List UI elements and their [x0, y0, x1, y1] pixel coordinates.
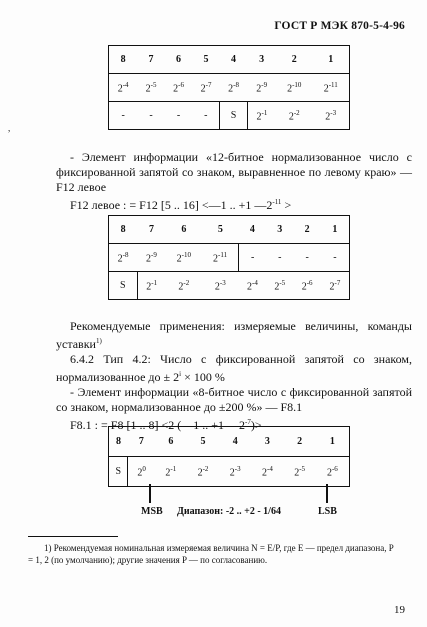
power-base: 2 [323, 83, 329, 95]
power-exponent: -2 [183, 278, 190, 287]
f12-formula [56, 195, 412, 213]
power-base: 2 [214, 281, 220, 293]
power-exponent: -10 [181, 250, 192, 259]
power-cell [137, 244, 166, 272]
power-base: 2 [228, 83, 234, 95]
table3-sign-row [109, 457, 350, 487]
power-base: 2 [256, 111, 262, 123]
power-base: 2 [145, 83, 151, 95]
table2-exponent-row [109, 244, 350, 272]
type-4-2-section [56, 319, 412, 433]
power-exponent: -4 [251, 278, 258, 287]
power-base: 2 [176, 253, 182, 265]
power-cell [219, 457, 251, 487]
power-exponent: -5 [299, 464, 306, 473]
power-base: 2 [301, 281, 307, 293]
power-exponent: -1 [261, 108, 268, 117]
power-base: 2 [165, 467, 171, 479]
f8-formula-text: F8.1 : = F8 [1 .. 8] <2 (—1 .. +1 —2 [70, 418, 245, 432]
power-exponent: -8 [122, 250, 129, 259]
power-cell [251, 457, 283, 487]
power-base: 2 [262, 467, 267, 479]
power-base: 2 [274, 281, 280, 293]
bit-number-5: 5 [187, 427, 219, 457]
footnote: 1) Рекомендуемая номинальная измеряемая величина N = E/P, где E — предел диапазона, P = 1, 2 (по умолчанию); другие значения P — по согласованию. [28, 543, 394, 565]
bit-number-6: 6 [166, 216, 202, 244]
power-cell [109, 244, 138, 272]
power-exponent: -8 [233, 80, 239, 89]
f8-formula-end: )> [250, 418, 262, 432]
power-base: 2 [329, 281, 335, 293]
type-4-2-heading [56, 352, 412, 385]
page-number: 19 [394, 604, 405, 616]
power-base: 2 [246, 281, 252, 293]
bit-number-7: 7 [137, 216, 166, 244]
unused-bit-cell: - [239, 244, 266, 272]
power-cell [166, 244, 202, 272]
unused-bit-cell: - [266, 244, 293, 272]
bit-number-1: 1 [312, 46, 349, 74]
bit-number-1: 1 [316, 427, 350, 457]
power-base: 2 [173, 83, 179, 95]
power-cell [166, 272, 202, 300]
power-cell [276, 74, 312, 102]
sign-bit-cell: S [109, 457, 128, 487]
bit-number-8: 8 [109, 427, 128, 457]
power-cell [192, 74, 220, 102]
power-base: 2 [200, 83, 206, 95]
power-cell [316, 457, 350, 487]
bit-number-row [109, 46, 350, 74]
power-cell [165, 74, 193, 102]
bit-table-f12-left [108, 45, 350, 130]
power-base: 2 [326, 467, 332, 479]
bit-number-4: 4 [239, 216, 266, 244]
bit-number-6: 6 [155, 427, 187, 457]
bit-number-row [109, 216, 350, 244]
power-cell [202, 244, 239, 272]
bit-number-4: 4 [219, 427, 251, 457]
bit-number-3: 3 [251, 427, 283, 457]
bit-number-6: 6 [165, 46, 193, 74]
power-base: 2 [288, 111, 294, 123]
f12-formula-sup: -11 [272, 198, 282, 206]
f12-description [56, 150, 412, 213]
power-cell [109, 74, 138, 102]
sign-bit-cell: S [109, 272, 138, 300]
power-exponent: -3 [234, 464, 241, 473]
power-base: 2 [146, 281, 152, 293]
unused-bit-cell: - [321, 244, 350, 272]
power-base: 2 [117, 83, 123, 95]
f8-formula-sup: -7 [244, 418, 251, 426]
power-cell [293, 272, 320, 300]
power-exponent: -9 [151, 250, 157, 259]
power-exponent: -6 [178, 80, 184, 89]
power-exponent: -4 [267, 464, 273, 473]
power-base: 2 [229, 467, 235, 479]
f12-formula-end: > [281, 198, 292, 212]
lsb-label: LSB [318, 506, 337, 517]
power-cell [276, 102, 312, 130]
unused-bit-cell: - [165, 102, 193, 130]
power-cell [247, 102, 276, 130]
power-exponent: -3 [330, 108, 337, 117]
applications-footnote-ref: 1) [95, 337, 102, 345]
footnote-divider [28, 536, 118, 537]
power-cell [284, 457, 316, 487]
power-exponent: -7 [334, 278, 341, 287]
unused-bit-cell: - [137, 102, 165, 130]
power-exponent: -9 [261, 80, 268, 89]
power-exponent: -1 [151, 278, 158, 287]
msb-label: MSB [141, 506, 163, 517]
table1-exponent-row [109, 74, 350, 102]
power-exponent: 0 [142, 464, 146, 473]
f8-element-text: - Элемент информации «8-битное число с фиксированной запятой со знаком, нормализованное до ±200 %» — F8.1 [56, 385, 412, 414]
power-exponent: -11 [328, 80, 338, 89]
f12-formula-text: F12 левое : = F12 [5 .. 16] <—1 .. +1 —2 [70, 198, 273, 212]
power-cell [312, 102, 349, 130]
power-cell [155, 457, 187, 487]
applications-text: Рекомендуемые применения: измеряемые величины, команды уставки [56, 319, 412, 351]
bit-number-8: 8 [109, 216, 138, 244]
power-exponent: -4 [122, 80, 129, 89]
power-exponent: -2 [293, 108, 300, 117]
lsb-tick [326, 484, 328, 503]
power-base: 2 [287, 83, 293, 95]
power-base: 2 [137, 467, 143, 479]
power-cell [321, 272, 350, 300]
power-cell [247, 74, 276, 102]
recommended-applications [56, 319, 412, 352]
power-exponent: -6 [331, 464, 338, 473]
bit-number-3: 3 [247, 46, 276, 74]
power-cell [128, 457, 155, 487]
power-base: 2 [213, 253, 219, 265]
power-base: 2 [146, 253, 152, 265]
type-4-2-heading-sup: i [179, 370, 182, 378]
power-base: 2 [256, 83, 262, 95]
f12-element-text: - Элемент информации «12-битное нормализованное число с фиксированной запятой со знаком, выравненное по левому краю» — F12 левое [56, 150, 412, 194]
bit-number-2: 2 [276, 46, 312, 74]
power-exponent: -10 [292, 80, 302, 89]
bit-number-3: 3 [266, 216, 293, 244]
type-4-2-heading-tail: × 100 % [181, 370, 225, 384]
power-cell [312, 74, 349, 102]
unused-bit-cell: - [192, 102, 220, 130]
power-exponent: -5 [150, 80, 157, 89]
bit-number-2: 2 [284, 427, 316, 457]
power-cell [220, 74, 248, 102]
range-label: Диапазон: -2 .. +2 - 1/64 [177, 506, 281, 517]
power-base: 2 [325, 111, 331, 123]
bit-number-4: 4 [220, 46, 248, 74]
bit-number-8: 8 [109, 46, 138, 74]
power-cell [187, 457, 219, 487]
power-cell [202, 272, 239, 300]
power-cell [239, 272, 266, 300]
margin-mark: , [8, 123, 11, 133]
power-exponent: -11 [218, 250, 228, 259]
power-cell [137, 74, 165, 102]
bit-number-5: 5 [192, 46, 220, 74]
bit-number-2: 2 [293, 216, 320, 244]
bit-number-5: 5 [202, 216, 239, 244]
document-header: ГОСТ Р МЭК 870-5-4-96 [274, 20, 405, 32]
power-exponent: -2 [202, 464, 209, 473]
power-exponent: -6 [306, 278, 313, 287]
unused-bit-cell: - [293, 244, 320, 272]
type-4-2-heading-text: 6.4.2 Тип 4.2: Число с фиксированной запятой со знаком, нормализованное до ± 2 [56, 352, 412, 384]
bit-number-7: 7 [137, 46, 165, 74]
power-base: 2 [294, 467, 300, 479]
power-exponent: -3 [219, 278, 226, 287]
power-exponent: -5 [279, 278, 286, 287]
bit-table-f12-left-layout [108, 215, 350, 300]
power-base: 2 [178, 281, 184, 293]
bit-table-f8-1 [108, 426, 350, 487]
power-exponent: -7 [205, 80, 212, 89]
sign-bit-cell: S [220, 102, 248, 130]
power-exponent: -1 [170, 464, 177, 473]
power-base: 2 [197, 467, 203, 479]
bit-number-row [109, 427, 350, 457]
bit-number-7: 7 [128, 427, 155, 457]
power-base: 2 [117, 253, 123, 265]
msb-tick [149, 484, 151, 503]
table2-sign-row [109, 272, 350, 300]
unused-bit-cell: - [109, 102, 138, 130]
bit-number-1: 1 [321, 216, 350, 244]
table1-sign-row [109, 102, 350, 130]
power-cell [266, 272, 293, 300]
power-cell [137, 272, 166, 300]
